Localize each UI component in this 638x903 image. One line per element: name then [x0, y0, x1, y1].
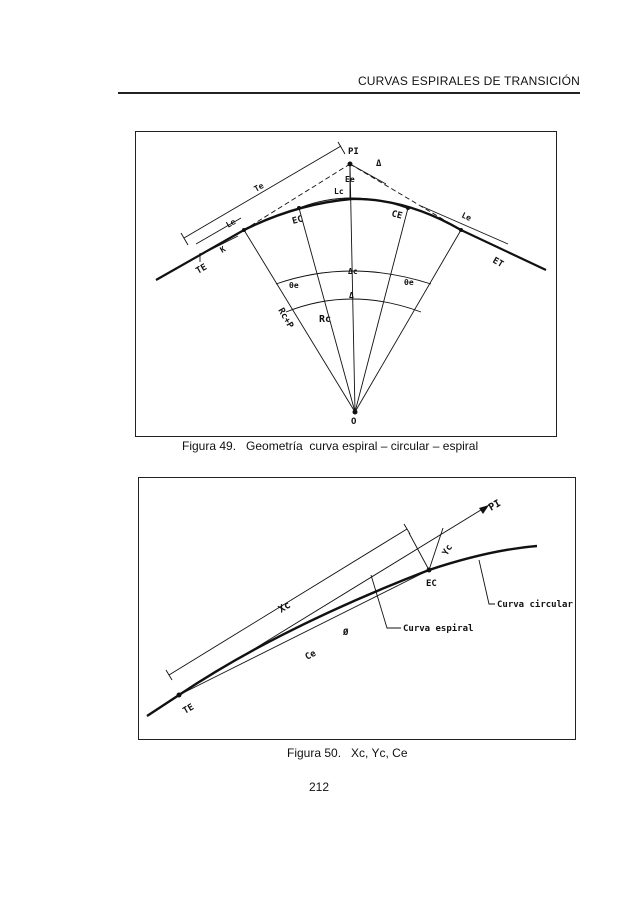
figure-49-diagram [136, 132, 556, 436]
label-xc: Xc [276, 599, 293, 616]
label-theta-left: θe [289, 281, 299, 290]
k-dimension [194, 236, 238, 258]
te-point [177, 693, 182, 698]
pi-point [348, 162, 353, 167]
label-delta-c: Δc [348, 267, 358, 276]
label-ce: Ce [303, 648, 318, 663]
ec-point [297, 206, 301, 210]
o-point [353, 410, 358, 415]
yc-dimension [429, 528, 443, 570]
label-o: O [351, 417, 357, 427]
figure-50-diagram [139, 478, 575, 739]
te-dimension [184, 146, 341, 238]
label-curva-espiral: Curva espiral [403, 624, 474, 634]
exit-tangent [461, 230, 546, 270]
spiral-curve [147, 546, 537, 716]
label-yc: Yc [440, 543, 456, 558]
chord-ce [179, 570, 429, 695]
page-number: 212 [308, 780, 330, 794]
radius-et [355, 230, 461, 412]
label-rc: Rc [319, 314, 332, 325]
radius-pi [350, 164, 355, 412]
label-delta-top: Δ [376, 159, 382, 169]
leader-curva-circular [479, 560, 495, 604]
radius-te [244, 230, 355, 412]
label-te: TE [194, 262, 209, 277]
figure-50-frame [138, 477, 576, 740]
et-point [459, 228, 463, 232]
label-lc: Lc [334, 187, 344, 196]
label-pi: PI [348, 147, 359, 157]
label-pi: PI [487, 498, 503, 514]
label-ee: Ee [345, 175, 355, 184]
label-delta-bottom: Δ [349, 291, 354, 300]
label-ce: CE [390, 209, 404, 222]
figure-49-frame [135, 131, 557, 437]
label-k: K [218, 244, 228, 255]
ce-point [406, 206, 410, 210]
header-rule [118, 92, 580, 94]
label-te: TE [181, 702, 196, 717]
label-curva-circular: Curva circular [497, 600, 573, 610]
figure-49-caption: Figura 49. Geometría curva espiral – circular – espiral [182, 439, 479, 453]
label-ec: EC [426, 579, 437, 589]
label-theta-right: θe [404, 278, 414, 287]
label-le-right: Le [460, 210, 473, 223]
te-point [242, 228, 246, 232]
spiral-circular-curve [244, 199, 461, 230]
radius-ec [299, 208, 355, 412]
label-phi: Ø [343, 628, 349, 638]
label-rc-p: Rc+P [275, 306, 295, 331]
figure-50-caption: Figura 50. Xc, Yc, Ce [287, 746, 408, 760]
label-te-length: Te [252, 181, 266, 194]
label-et: ET [490, 255, 505, 271]
delta-arc [286, 299, 421, 312]
ec-point [427, 568, 432, 573]
running-header: CURVAS ESPIRALES DE TRANSICIÓN [357, 74, 580, 88]
radius-ce [355, 208, 408, 412]
label-le-left: Le [224, 217, 238, 230]
label-ec: EC [291, 214, 305, 227]
